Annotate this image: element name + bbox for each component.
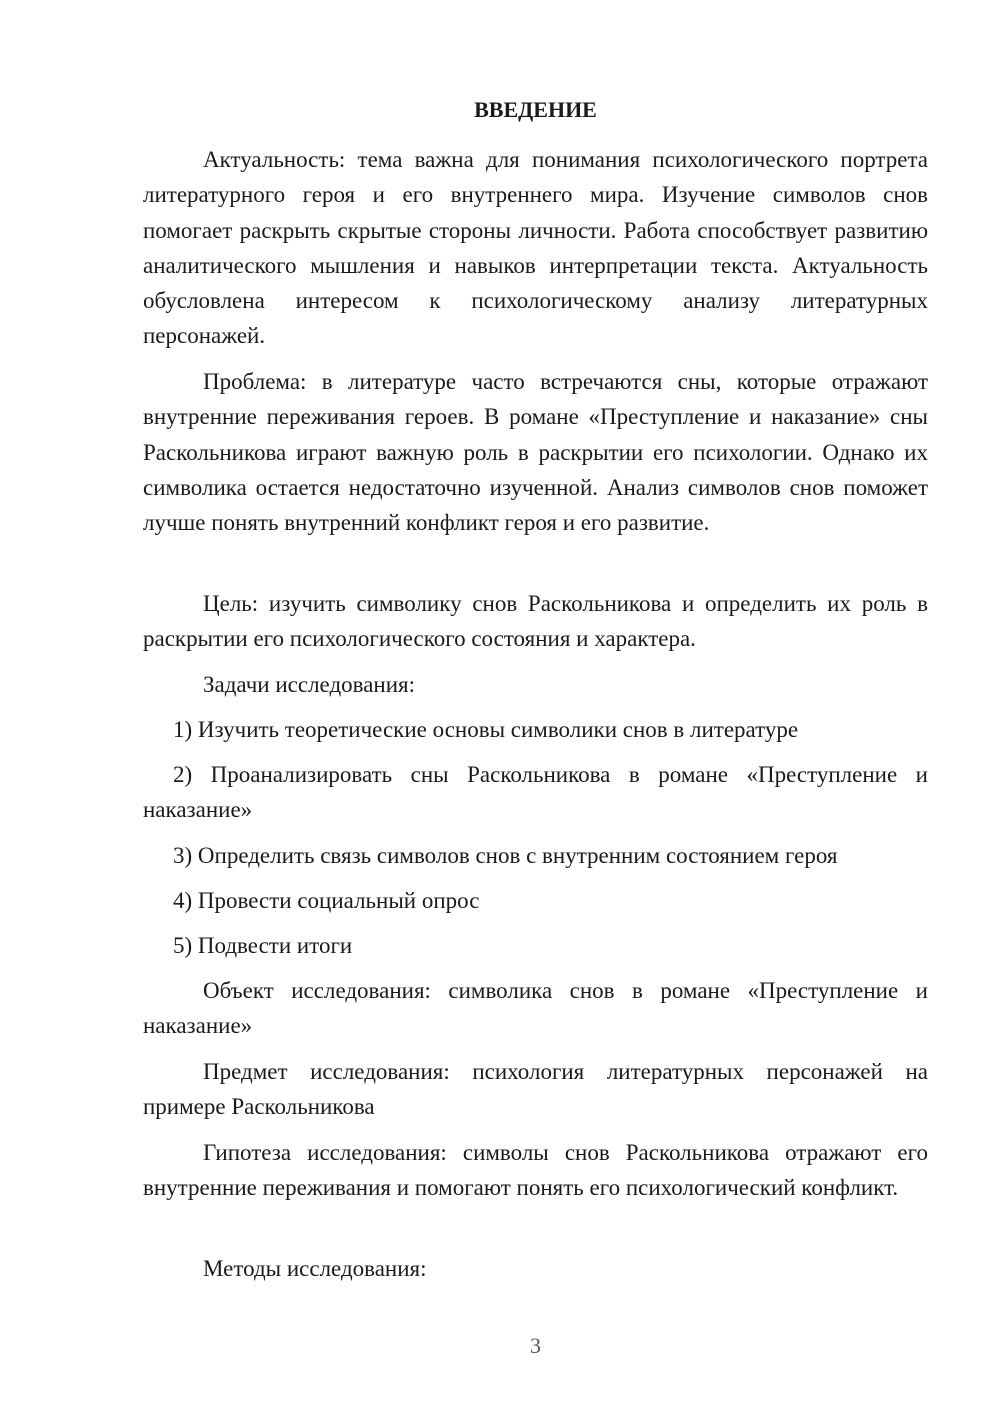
section-title: ВВЕДЕНИЕ [474, 97, 597, 122]
paragraph-goal: Цель: изучить символику снов Раскольникова и определить их роль в раскрытии его психологического состояния и характера. [143, 591, 928, 652]
list-item-task-2: 2) Проанализировать сны Раскольникова в романе «Преступление и наказание» [143, 762, 928, 823]
paragraph-subject: Предмет исследования: психология литературных персонажей на примере Раскольникова [143, 1059, 928, 1120]
list-item-task-5: 5) Подвести итоги [173, 933, 353, 958]
page-number: 3 [530, 1333, 541, 1358]
list-item-task-1: 1) Изучить теоретические основы символики снов в литературе [173, 717, 799, 742]
list-item-task-3: 3) Определить связь символов снов с внутренним состоянием героя [173, 843, 838, 868]
paragraph-object: Объект исследования: символика снов в романе «Преступление и наказание» [143, 978, 928, 1039]
paragraph-methods-heading: Методы исследования: [203, 1256, 427, 1281]
list-item-task-4: 4) Провести социальный опрос [173, 888, 480, 913]
paragraph-hypothesis: Гипотеза исследования: символы снов Раскольникова отражают его внутренние переживания и помогают понять его психологический конфликт. [143, 1140, 928, 1201]
paragraph-problem: Проблема: в литературе часто встречаются сны, которые отражают внутренние переживания героев. В романе «Преступление и наказание» сны Раскольникова играют важную роль в раскрытии его психологии. Однако их символика остается недостаточно изученной. Анализ символов снов поможет лучше понять внутренний конфликт героя и его развитие. [143, 369, 928, 536]
paragraph-relevance: Актуальность: тема важна для понимания психологического портрета литературного героя и его внутреннего мира. Изучение символов снов помогает раскрыть скрытые стороны личности. Работа способствует развитию аналитического мышления и навыков интерпретации текста. Актуальность обусловлена интересом к психологическому анализу литературных персонажей. [143, 147, 928, 349]
paragraph-tasks-heading: Задачи исследования: [203, 672, 416, 697]
